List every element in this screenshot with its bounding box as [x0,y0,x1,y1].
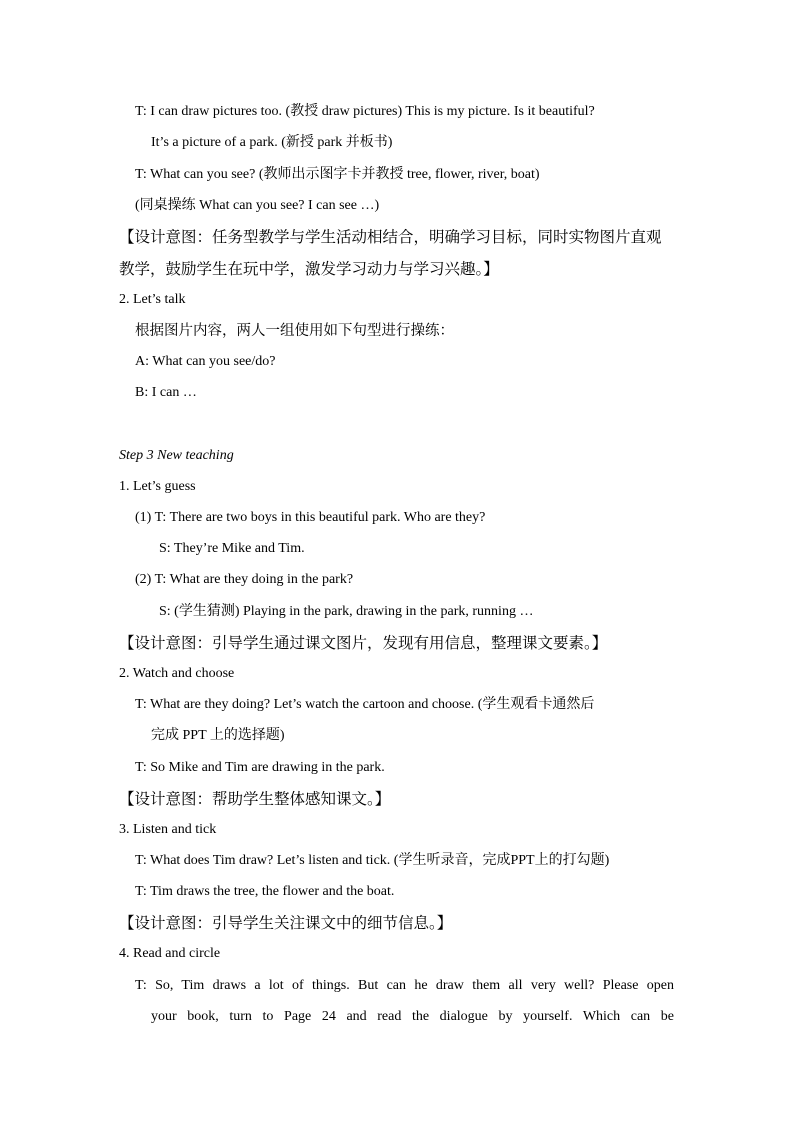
section-heading: 2. Let’s talk [119,292,186,307]
dialogue-line: S: (学生猜测) Playing in the park, drawing in the park, running … [159,604,534,619]
practice-line: (同桌操练 What can you see? I can see …) [135,198,380,213]
dialogue-line: 完成 PPT 上的选择题) [151,728,285,743]
dialogue-line: T: I can draw pictures too. (教授 draw pictures) This is my picture. Is it beautiful? [135,104,595,119]
dialogue-line: T: What can you see? (教师出示图字卡并教授 tree, flower, river, boat) [135,167,540,182]
design-intent-note: 【设计意图：引导学生关注课文中的细节信息。】 [119,914,453,932]
dialogue-line: (1) T: There are two boys in this beautiful park. Who are they? [135,510,486,525]
dialogue-line: B: I can … [135,385,197,400]
dialogue-line: T: So Mike and Tim are drawing in the park. [135,760,385,775]
dialogue-line: your book, turn to Page 24 and read the dialogue by yourself. Which can be [151,1009,674,1024]
section-heading: 3. Listen and tick [119,822,217,837]
design-intent-note: 【设计意图：帮助学生整体感知课文。】 [119,790,391,808]
dialogue-line: T: So, Tim draws a lot of things. But can he draw them all very well? Please open [135,978,674,993]
instruction-line: 根据图片内容，两人一组使用如下句型进行操练： [135,323,454,339]
section-heading: 2. Watch and choose [119,666,235,681]
dialogue-line: (2) T: What are they doing in the park? [135,572,354,587]
dialogue-line: T: Tim draws the tree, the flower and the boat. [135,884,395,899]
dialogue-line: S: They’re Mike and Tim. [159,541,305,556]
dialogue-line: A: What can you see/do? [135,354,276,369]
step-heading: Step 3 New teaching [119,448,234,463]
design-intent-note: 【设计意图：任务型教学与学生活动相结合，明确学习目标，同时实物图片直观 [119,228,662,246]
dialogue-line: It’s a picture of a park. (新授 park 并板书) [151,135,393,150]
section-heading: 4. Read and circle [119,946,221,961]
design-intent-note: 【设计意图：引导学生通过课文图片，发现有用信息，整理课文要素。】 [119,634,608,652]
dialogue-line: T: What are they doing? Let’s watch the cartoon and choose. (学生观看卡通然后 [135,697,595,712]
dialogue-line: T: What does Tim draw? Let’s listen and tick. (学生听录音，完成PPT上的打勾题) [135,853,610,868]
section-heading: 1. Let’s guess [119,479,196,494]
design-intent-note: 教学，鼓励学生在玩中学，激发学习动力与学习兴趣。】 [119,260,499,278]
